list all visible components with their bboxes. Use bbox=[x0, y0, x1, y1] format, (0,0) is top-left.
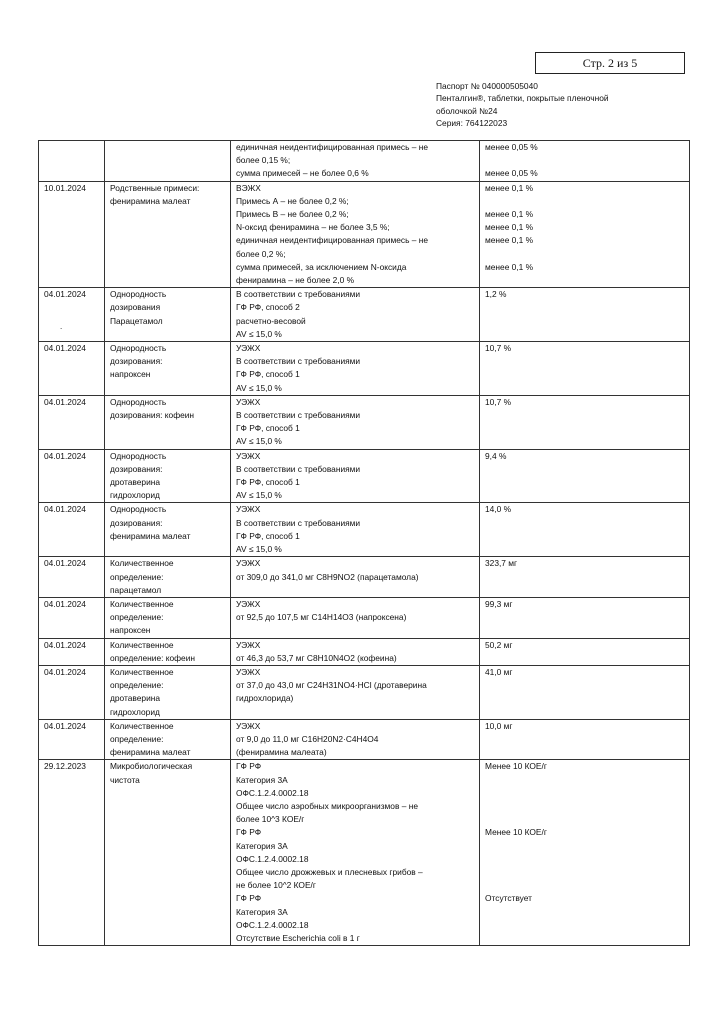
cell-date-value: 04.01.2024 bbox=[44, 504, 86, 515]
cell-test-name-line: определение: bbox=[110, 733, 164, 744]
cell-specification-line: Примесь А – не более 0,2 %; bbox=[236, 195, 349, 206]
cell-test-name-line: дротаверина bbox=[110, 477, 161, 488]
cell-result bbox=[480, 665, 690, 719]
cell-specification-line: единичная неидентифицированная примесь – не bbox=[236, 142, 429, 152]
cell-date bbox=[39, 719, 105, 760]
cell-result-line: 99,3 мг bbox=[485, 598, 513, 609]
cell-test-name-line: Количественное bbox=[110, 558, 174, 569]
cell-date-value: 04.01.2024 bbox=[44, 343, 86, 354]
cell-result-line: 10,0 мг bbox=[485, 720, 513, 731]
cell-specification-line: ГФ РФ bbox=[236, 761, 262, 772]
scan-dot: . bbox=[60, 322, 63, 331]
cell-test-name bbox=[105, 449, 231, 503]
cell-result-line: менее 0,1 % bbox=[485, 209, 534, 219]
cell-date-value: 04.01.2024 bbox=[44, 396, 86, 407]
cell-result bbox=[480, 141, 690, 182]
cell-specification-line: N-оксид фенирамина – не более 3,5 %; bbox=[236, 222, 390, 233]
cell-test-name-line: определение: bbox=[110, 680, 164, 691]
cell-result-line: менее 0,1 % bbox=[485, 182, 534, 193]
cell-specification-line: УЭЖХ bbox=[236, 558, 261, 569]
cell-date bbox=[39, 181, 105, 288]
cell-date bbox=[39, 141, 105, 182]
product-name-line-1: Пенталгин®, таблетки, покрытые пленочной bbox=[436, 93, 609, 104]
cell-test-name bbox=[105, 638, 231, 665]
cell-date-value bbox=[44, 141, 101, 154]
cell-date bbox=[39, 395, 105, 449]
cell-test-name-line: дозирования: кофеин bbox=[110, 410, 195, 421]
cell-specification-line: более 0,15 %; bbox=[236, 155, 291, 166]
cell-specification-line: ОФС.1.2.4.0002.18 bbox=[236, 919, 309, 930]
cell-test-name-line: Однородность bbox=[110, 289, 167, 300]
page-number: Стр. 2 из 5 bbox=[582, 56, 638, 70]
cell-result-line: 41,0 мг bbox=[485, 666, 513, 677]
cell-specification bbox=[231, 665, 480, 719]
table-row bbox=[39, 141, 690, 182]
cell-result-line bbox=[485, 853, 686, 866]
cell-specification-line: В соответствии с требованиями bbox=[236, 410, 361, 421]
cell-specification bbox=[231, 288, 480, 342]
cell-specification bbox=[231, 449, 480, 503]
cell-date bbox=[39, 597, 105, 638]
cell-test-name bbox=[105, 141, 231, 182]
test-results-table bbox=[38, 140, 690, 946]
cell-specification-line: Примесь В – не более 0,2 %; bbox=[236, 209, 349, 220]
cell-specification-line: ОФС.1.2.4.0002.18 bbox=[236, 853, 309, 864]
cell-test-name-line: дозирования bbox=[110, 302, 161, 313]
cell-test-name-line: Количественное bbox=[110, 666, 174, 677]
cell-specification bbox=[231, 638, 480, 665]
cell-specification-line: AV ≤ 15,0 % bbox=[236, 436, 282, 447]
cell-specification-line: ГФ РФ bbox=[236, 893, 262, 904]
cell-result-line: Менее 10 КОЕ/г bbox=[485, 827, 547, 838]
cell-test-name-line: парацетамол bbox=[110, 584, 162, 595]
cell-specification-line: AV ≤ 15,0 % bbox=[236, 328, 282, 339]
cell-specification-line: УЭЖХ bbox=[236, 504, 261, 515]
cell-date bbox=[39, 760, 105, 946]
cell-specification-line: В соответствии с требованиями bbox=[236, 289, 361, 300]
cell-result bbox=[480, 719, 690, 760]
cell-test-name-line: фенирамина малеат bbox=[110, 747, 191, 758]
cell-test-name-line: дозирования: bbox=[110, 517, 163, 528]
table-row bbox=[39, 288, 690, 342]
cell-result bbox=[480, 638, 690, 665]
cell-specification-line: фенирамина – не более 2,0 % bbox=[236, 275, 355, 286]
cell-test-name bbox=[105, 760, 231, 946]
cell-specification-line: В соответствии с требованиями bbox=[236, 463, 361, 474]
cell-specification-line: более 10^3 КОЕ/г bbox=[236, 814, 305, 825]
cell-specification bbox=[231, 760, 480, 946]
cell-result bbox=[480, 395, 690, 449]
cell-test-name bbox=[105, 557, 231, 598]
cell-result bbox=[480, 181, 690, 288]
cell-result-line bbox=[485, 800, 686, 813]
cell-result-line: 1,2 % bbox=[485, 289, 507, 300]
cell-test-name bbox=[105, 503, 231, 557]
cell-result-line: менее 0,05 % bbox=[485, 142, 538, 152]
table-row bbox=[39, 719, 690, 760]
cell-specification-line: ГФ РФ, способ 1 bbox=[236, 369, 300, 380]
cell-specification-line: гидрохлорида) bbox=[236, 693, 294, 704]
cell-result-line bbox=[485, 840, 686, 853]
cell-specification-line: от 309,0 до 341,0 мг C8H9NO2 (парацетамола) bbox=[236, 571, 419, 582]
cell-result-line: 10,7 % bbox=[485, 343, 512, 354]
cell-specification-line: Категория 3А bbox=[236, 840, 288, 851]
cell-test-name-line: определение: кофеин bbox=[110, 652, 196, 663]
cell-test-name-line: определение: bbox=[110, 571, 164, 582]
cell-result-line bbox=[485, 866, 686, 879]
cell-date bbox=[39, 449, 105, 503]
passport-number: Паспорт № 040000505040 bbox=[436, 81, 538, 91]
cell-test-name bbox=[105, 181, 231, 288]
cell-specification-line: ГФ РФ, способ 1 bbox=[236, 477, 300, 488]
cell-specification-line: от 37,0 до 43,0 мг C24H31NO4·HCl (дротаверина bbox=[236, 680, 427, 691]
cell-date-value: 04.01.2024 bbox=[44, 639, 86, 650]
cell-specification bbox=[231, 719, 480, 760]
cell-result bbox=[480, 597, 690, 638]
cell-test-name-line: Количественное bbox=[110, 639, 174, 650]
cell-specification-line: не более 10^2 КОЕ/г bbox=[236, 880, 316, 891]
cell-result bbox=[480, 557, 690, 598]
cell-specification-line: Общее число дрожжевых и плесневых грибов – bbox=[236, 866, 423, 877]
cell-test-name-line: напроксен bbox=[110, 625, 151, 636]
cell-test-name-line: Количественное bbox=[110, 720, 174, 731]
cell-specification-line: расчетно-весовой bbox=[236, 315, 306, 326]
cell-specification-line: от 92,5 до 107,5 мг C14H14O3 (напроксена) bbox=[236, 612, 407, 623]
cell-result bbox=[480, 449, 690, 503]
cell-test-name-line: Родственные примеси: bbox=[110, 182, 200, 193]
cell-specification-line: УЭЖХ bbox=[236, 343, 261, 354]
cell-specification-line: (фенирамина малеата) bbox=[236, 747, 327, 758]
cell-result-line: менее 0,05 % bbox=[485, 168, 538, 179]
cell-date bbox=[39, 342, 105, 396]
cell-result-line: Менее 10 КОЕ/г bbox=[485, 761, 547, 772]
cell-specification-line: ГФ РФ, способ 1 bbox=[236, 423, 300, 434]
cell-test-name-line: гидрохлорид bbox=[110, 706, 160, 717]
cell-result-line bbox=[485, 879, 686, 892]
cell-date bbox=[39, 638, 105, 665]
table-row bbox=[39, 395, 690, 449]
cell-result-line: менее 0,1 % bbox=[485, 235, 534, 246]
cell-result bbox=[480, 288, 690, 342]
table-row bbox=[39, 597, 690, 638]
cell-date-value: 04.01.2024 bbox=[44, 450, 86, 461]
cell-specification-line: сумма примесей, за исключением N-оксида bbox=[236, 261, 407, 272]
cell-result-line bbox=[485, 154, 686, 167]
cell-test-name-line: дозирования: bbox=[110, 356, 163, 367]
cell-specification-line: ГФ РФ, способ 1 bbox=[236, 530, 300, 541]
cell-specification-line: ОФС.1.2.4.0002.18 bbox=[236, 787, 309, 798]
table-row bbox=[39, 638, 690, 665]
table-row bbox=[39, 181, 690, 288]
cell-result bbox=[480, 503, 690, 557]
cell-result-line: менее 0,1 % bbox=[485, 222, 534, 233]
cell-specification-line: УЭЖХ bbox=[236, 396, 261, 407]
cell-specification-line: от 46,3 до 53,7 мг C8H10N4O2 (кофеина) bbox=[236, 652, 397, 663]
cell-result-line bbox=[485, 195, 686, 208]
cell-result-line: 323,7 мг bbox=[485, 558, 518, 569]
cell-test-name-line: дозирования: bbox=[110, 463, 163, 474]
cell-result bbox=[480, 760, 690, 946]
cell-result-line bbox=[485, 787, 686, 800]
cell-result-line bbox=[485, 813, 686, 826]
cell-specification-line: УЭЖХ bbox=[236, 598, 261, 609]
cell-test-name-line: фенирамина малеат bbox=[110, 195, 191, 206]
batch-series: Серия: 764122023 bbox=[436, 118, 508, 129]
cell-specification-line: более 0,2 %; bbox=[236, 248, 286, 259]
cell-specification-line: сумма примесей – не более 0,6 % bbox=[236, 168, 369, 179]
page-number-box bbox=[535, 52, 685, 74]
cell-specification bbox=[231, 141, 480, 182]
cell-date bbox=[39, 665, 105, 719]
cell-test-name-line: Микробиологическая bbox=[110, 761, 193, 772]
cell-specification-line: Отсутствие Escherichia coli в 1 г bbox=[236, 932, 360, 943]
cell-specification-line: ГФ РФ bbox=[236, 827, 262, 838]
cell-test-name-line: Однородность bbox=[110, 450, 167, 461]
cell-specification bbox=[231, 557, 480, 598]
cell-result-line: 9,4 % bbox=[485, 450, 507, 461]
cell-specification-line: Категория 3А bbox=[236, 906, 288, 917]
cell-specification-line: ГФ РФ, способ 2 bbox=[236, 302, 300, 313]
cell-specification bbox=[231, 342, 480, 396]
cell-test-name-line: фенирамина малеат bbox=[110, 530, 191, 541]
cell-specification-line: УЭЖХ bbox=[236, 720, 261, 731]
cell-specification-line: В соответствии с требованиями bbox=[236, 517, 361, 528]
cell-result-line: 14,0 % bbox=[485, 504, 512, 515]
cell-test-name-line: Однородность bbox=[110, 343, 167, 354]
cell-result-line: Отсутствует bbox=[485, 893, 532, 904]
cell-test-name-line: определение: bbox=[110, 612, 164, 623]
passport-header bbox=[436, 80, 656, 130]
cell-specification-line: УЭЖХ bbox=[236, 639, 261, 650]
cell-date-value: 04.01.2024 bbox=[44, 598, 86, 609]
cell-specification-line: УЭЖХ bbox=[236, 450, 261, 461]
cell-test-name-line: Однородность bbox=[110, 504, 167, 515]
cell-date-value: 04.01.2024 bbox=[44, 289, 86, 300]
cell-date-value: 04.01.2024 bbox=[44, 720, 86, 731]
cell-specification-line: AV ≤ 15,0 % bbox=[236, 490, 282, 501]
cell-result bbox=[480, 342, 690, 396]
cell-specification bbox=[231, 503, 480, 557]
cell-test-name bbox=[105, 288, 231, 342]
product-name-line-2: оболочкой №24 bbox=[436, 105, 498, 116]
cell-test-name-line: гидрохлорид bbox=[110, 490, 160, 501]
cell-specification bbox=[231, 597, 480, 638]
cell-result-line: 50,2 мг bbox=[485, 639, 513, 650]
table-row bbox=[39, 760, 690, 946]
cell-test-name bbox=[105, 665, 231, 719]
cell-specification-line: УЭЖХ bbox=[236, 666, 261, 677]
cell-specification-line: единичная неидентифицированная примесь – не bbox=[236, 235, 429, 246]
cell-specification bbox=[231, 181, 480, 288]
cell-date-value: 04.01.2024 bbox=[44, 558, 86, 569]
cell-test-name-line: напроксен bbox=[110, 369, 151, 380]
cell-result-line bbox=[485, 774, 686, 787]
cell-test-name-line: чистота bbox=[110, 774, 140, 785]
cell-test-name bbox=[105, 342, 231, 396]
table-row bbox=[39, 557, 690, 598]
cell-date-value: 10.01.2024 bbox=[44, 182, 86, 193]
cell-test-name-line: Однородность bbox=[110, 396, 167, 407]
cell-test-name bbox=[105, 719, 231, 760]
cell-test-name bbox=[105, 597, 231, 638]
table-row bbox=[39, 342, 690, 396]
cell-specification-line: AV ≤ 15,0 % bbox=[236, 544, 282, 555]
table-row bbox=[39, 449, 690, 503]
cell-date-value: 04.01.2024 bbox=[44, 666, 86, 677]
cell-date bbox=[39, 557, 105, 598]
cell-specification-line: ВЭЖХ bbox=[236, 182, 261, 193]
cell-result-line: менее 0,1 % bbox=[485, 261, 534, 272]
cell-date bbox=[39, 503, 105, 557]
cell-result-line bbox=[485, 248, 686, 261]
cell-specification-line: от 9,0 до 11,0 мг C16H20N2·C4H4O4 bbox=[236, 733, 379, 744]
cell-test-name bbox=[105, 395, 231, 449]
cell-specification-line: В соответствии с требованиями bbox=[236, 356, 361, 367]
cell-specification-line: Категория 3А bbox=[236, 774, 288, 785]
cell-test-name-line: дротаверина bbox=[110, 693, 161, 704]
cell-date bbox=[39, 288, 105, 342]
table-row bbox=[39, 503, 690, 557]
cell-result-line: 10,7 % bbox=[485, 396, 512, 407]
cell-specification-line: Общее число аэробных микроорганизмов – не bbox=[236, 800, 419, 811]
cell-date-value: 29.12.2023 bbox=[44, 761, 86, 772]
table-row bbox=[39, 665, 690, 719]
cell-specification bbox=[231, 395, 480, 449]
cell-test-name-line: Парацетамол bbox=[110, 315, 163, 326]
cell-test-name-line: Количественное bbox=[110, 598, 174, 609]
cell-specification-line: AV ≤ 15,0 % bbox=[236, 382, 282, 393]
